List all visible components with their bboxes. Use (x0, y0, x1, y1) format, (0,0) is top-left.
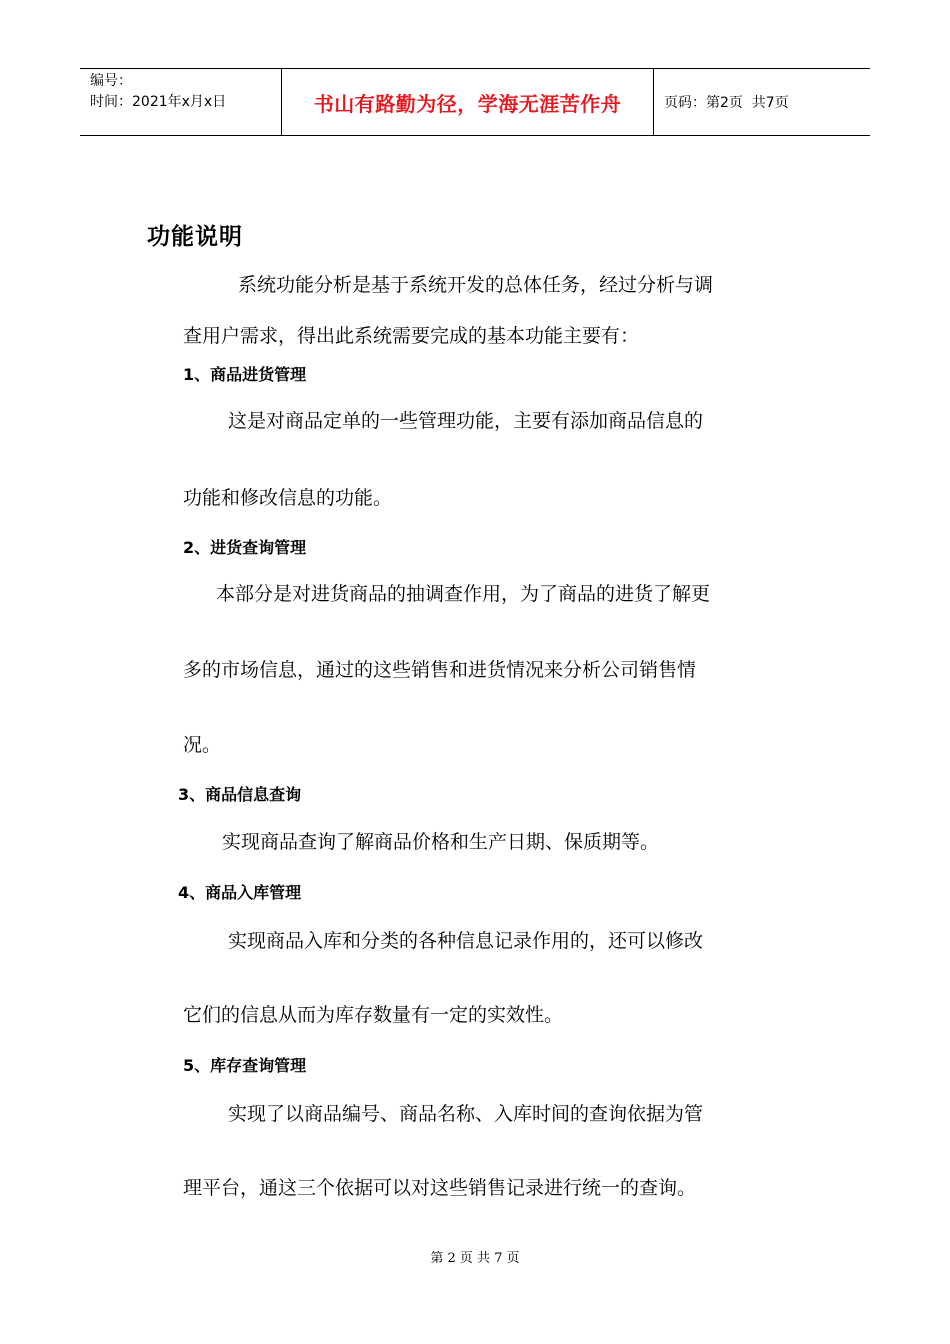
heading-1: 1、商品进货管理 (183, 365, 307, 384)
section-2-line-3: 况。 (183, 734, 222, 756)
document-number-label: 编号： (90, 73, 132, 89)
header-page-info: 页码：第2页 共7页 (664, 95, 789, 111)
heading-2: 2、进货查询管理 (183, 538, 307, 557)
heading-4: 4、商品入库管理 (178, 883, 302, 902)
section-3-line-1: 实现商品查询了解商品价格和生产日期、保质期等。 (222, 831, 660, 853)
section-1-line-1: 这是对商品定单的一些管理功能，主要有添加商品信息的 (228, 410, 704, 432)
section-2-line-2: 多的市场信息，通过的这些销售和进货情况来分析公司销售情 (183, 659, 697, 681)
intro-line-2: 查用户需求，得出此系统需要完成的基本功能主要有： (183, 325, 640, 347)
header-meta-cell (80, 69, 282, 135)
section-4-line-2: 它们的信息从而为库存数量有一定的实效性。 (183, 1004, 564, 1026)
section-5-line-2: 理平台，通这三个依据可以对这些销售记录进行统一的查询。 (183, 1177, 697, 1199)
page-footer: 第 2 页 共 7 页 (430, 1251, 520, 1266)
heading-3: 3、商品信息查询 (178, 785, 302, 804)
header-motto: 书山有路勤为径，学海无涯苦作舟 (313, 91, 622, 116)
section-1-line-2: 功能和修改信息的功能。 (183, 487, 393, 509)
header-motto-cell (282, 69, 654, 135)
intro-line-1: 系统功能分析是基于系统开发的总体任务，经过分析与调 (238, 274, 714, 296)
section-4-line-1: 实现商品入库和分类的各种信息记录作用的，还可以修改 (228, 930, 704, 952)
section-title: 功能说明 (147, 224, 243, 250)
heading-5: 5、库存查询管理 (183, 1056, 307, 1075)
page-header (80, 68, 870, 136)
section-5-line-1: 实现了以商品编号、商品名称、入库时间的查询依据为管 (228, 1103, 704, 1125)
document-time-label: 时间：2021年x月x日 (90, 94, 227, 110)
section-2-line-1: 本部分是对进货商品的抽调查作用，为了商品的进货了解更 (216, 583, 711, 605)
header-page-cell (654, 69, 870, 135)
